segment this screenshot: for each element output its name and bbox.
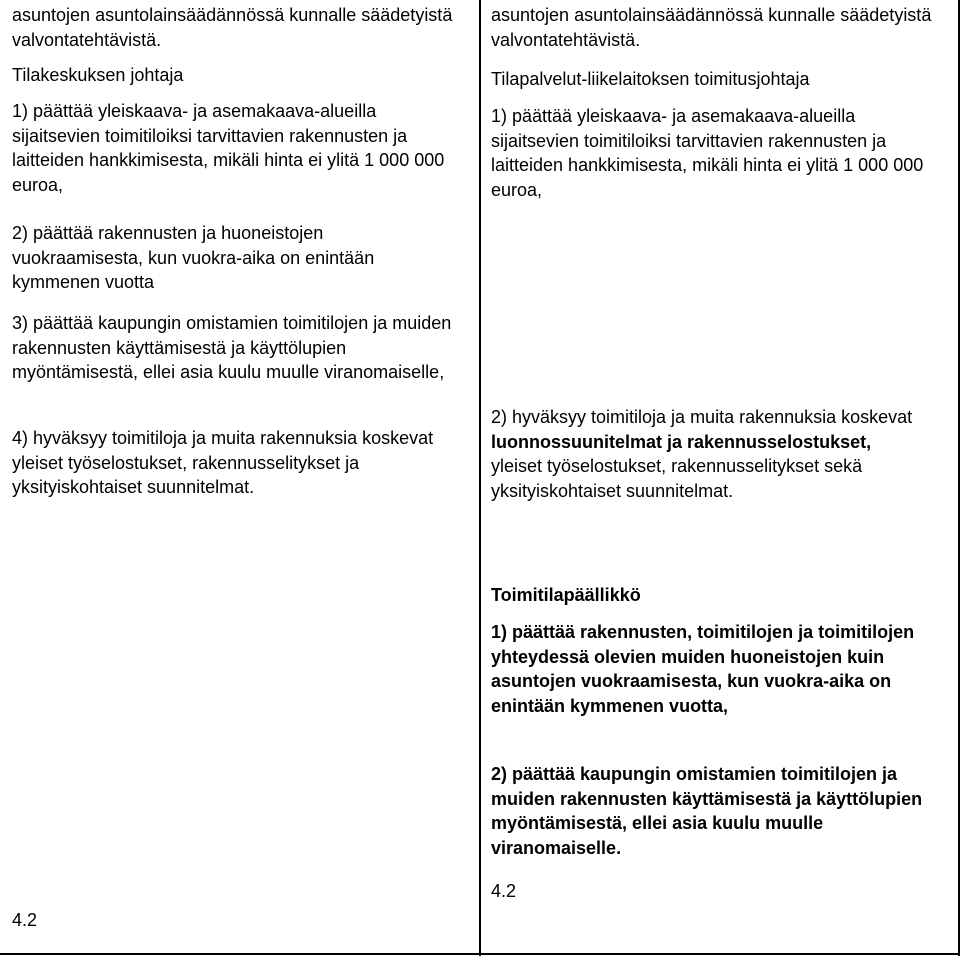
- right-heading: Tilapalvelut-liikelaitoksen toimitusjohtaja: [491, 69, 810, 89]
- right-bold-item-2: 2) päättää kaupungin omistamien toimitilojen ja muiden rakennusten käyttämisestä ja käyttölupien myöntämisestä, ellei asia kuulu muulle viranomaiselle.: [491, 764, 923, 858]
- bottom-border: [0, 953, 960, 955]
- right-item-2-prefix: 2) hyväksyy toimitiloja ja muita rakennuksia koskevat: [491, 407, 913, 427]
- left-page-number: 4.2: [12, 910, 38, 930]
- right-heading-2: Toimitilapäällikkö: [491, 585, 641, 605]
- left-item-1: 1) päättää yleiskaava- ja asemakaava-alueilla sijaitsevien toimitiloiksi tarvittavien rakennusten ja laitteiden hankkimisesta, mikäli hinta ei ylitä 1 000 000 euroa,: [12, 101, 445, 195]
- left-item-3: 3) päättää kaupungin omistamien toimitilojen ja muiden rakennusten käyttämisestä ja käyttölupien myöntämisestä, ellei asia kuulu muulle viranomaiselle,: [12, 313, 452, 382]
- right-column: [481, 0, 960, 956]
- left-item-4: 4) hyväksyy toimitiloja ja muita rakennuksia koskevat yleiset työselostukset, rakennusselitykset ja yksityiskohtaiset suunnitelmat.: [12, 428, 434, 497]
- right-intro: asuntojen asuntolainsäädännössä kunnalle säädetyistä valvontatehtävistä.: [491, 5, 932, 50]
- left-intro: asuntojen asuntolainsäädännössä kunnalle säädetyistä valvontatehtävistä.: [12, 5, 453, 50]
- left-heading: Tilakeskuksen johtaja: [12, 65, 184, 85]
- right-item-2: [491, 405, 916, 503]
- left-item-2: 2) päättää rakennusten ja huoneistojen vuokraamisesta, kun vuokra-aika on enintään kymmenen vuotta: [12, 223, 375, 292]
- right-page-number: 4.2: [491, 881, 517, 901]
- right-bold-item-1: 1) päättää rakennusten, toimitilojen ja toimitilojen yhteydessä olevien muiden huoneistojen kuin asuntojen vuokraamisesta, kun vuokra-aika on enintään kymmenen vuotta,: [491, 622, 915, 716]
- right-item-1: 1) päättää yleiskaava- ja asemakaava-alueilla sijaitsevien toimitiloiksi tarvittavien rakennusten ja laitteiden hankkimisesta, mikäli hinta ei ylitä 1 000 000 euroa,: [491, 106, 924, 200]
- right-item-2-bold: luonnossuunitelmat ja rakennusselostukset,: [491, 431, 872, 452]
- right-item-2-suffix: yleiset työselostukset, rakennusselitykset sekä yksityiskohtaiset suunnitelmat.: [491, 456, 863, 501]
